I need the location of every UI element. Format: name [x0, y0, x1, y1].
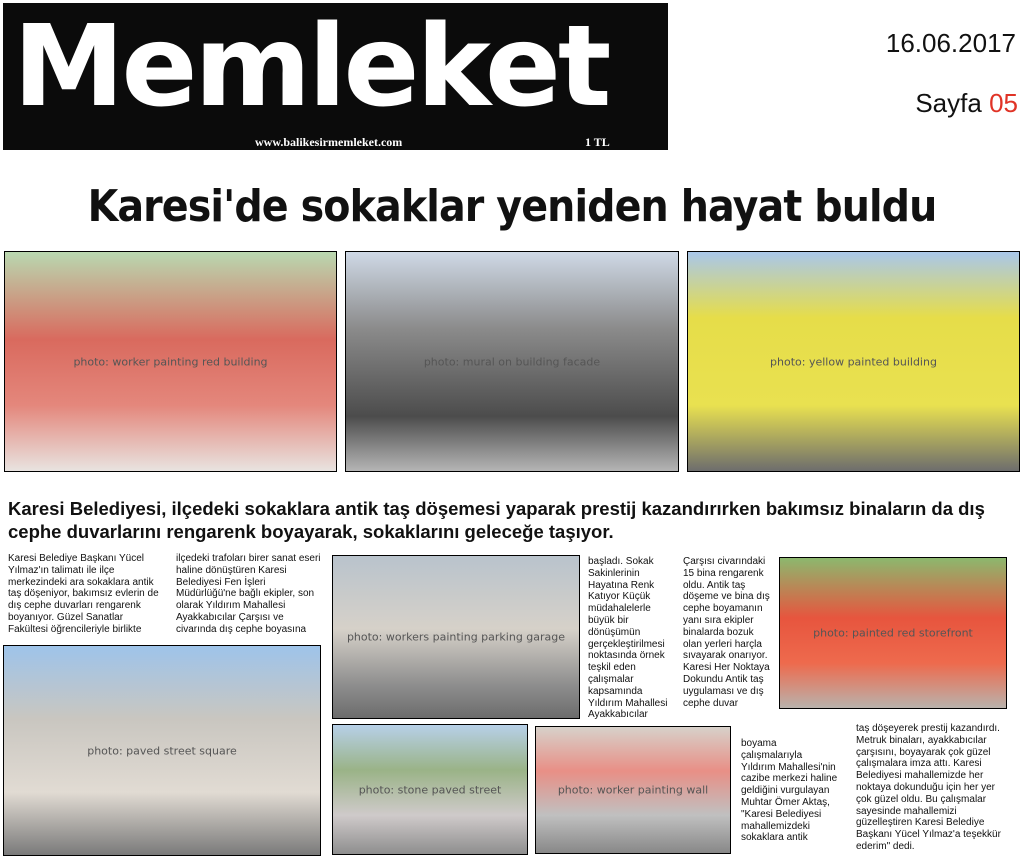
- page-number-value: 05: [989, 88, 1018, 118]
- photo-bottom-left: [3, 645, 321, 856]
- article-subheadline: Karesi Belediyesi, ilçedeki sokaklara antik taş döşemesi yaparak prestij kazandırırken bakımsız binaların da dış cephe duvarlarını rengarenk boyayarak, sokaklarını geleceğe taşıyor.: [8, 498, 985, 542]
- page-label: Sayfa: [915, 88, 982, 118]
- photo-mid-center: [332, 555, 580, 719]
- photo-caption: photo: stone paved street: [358, 783, 502, 796]
- photo-caption: photo: workers painting parking garage: [346, 630, 566, 644]
- newspaper-logo: Memleket: [13, 2, 609, 132]
- body-column-1: Karesi Belediye Başkanı Yücel Yılmaz'ın talimatı ile ilçe merkezindeki ara sokaklara antik taş döşeniyor, bakımsız evlerin de dış cephe duvarları rengarenk boyanıyor. Güzel Sanatlar Fakültesi öğrencileriyle birlikte: [8, 553, 159, 635]
- page-number: [915, 88, 1018, 119]
- masthead: [3, 3, 668, 150]
- photo-bottom-center-right: [535, 726, 731, 854]
- price-label: 1 TL: [585, 135, 610, 149]
- body-column-2: ilçedeki trafoları birer sanat eseri haline dönüştüren Karesi Belediyesi Fen İşleri Müdürlüğü'ne bağlı ekipler, son olarak Yıldırım Mahallesi Ayakkabıcılar Çarşısı ve civarında dış cephe boyasına: [176, 553, 321, 635]
- photo-caption: photo: worker painting red building: [73, 355, 268, 368]
- issue-date: 16.06.2017: [885, 28, 1016, 58]
- photo-caption: photo: mural on building facade: [423, 355, 601, 368]
- body-column-6: taş döşeyerek prestij kazandırdı. Metruk binaları, ayakkabıcılar çarşısını, boyayarak çok güzel çalışmalara imza attı. Karesi Belediyesi mahallemizde her noktaya dokunduğu için her yer çok güzel oldu. Bu çalışmalar sayesinde mahallemizi güzelleştiren Karesi Belediye Başkanı Yücel Yılmaz'a teşekkür ederim" dedi.: [856, 723, 1001, 852]
- body-column-4: Çarşısı civarındaki 15 bina rengarenk oldu. Antik taş döşeme ve bina dış cephe boyamanın yanı sıra ekipler binalarda bozuk olan yerleri harçla sıvayarak onarıyor. Karesi Her Noktaya Dokundu Antik taş uygulaması ve dış cephe duvar: [683, 556, 770, 709]
- website-url: www.balikesirmemleket.com: [255, 135, 403, 149]
- article-headline: Karesi'de sokaklar yeniden hayat buldu: [87, 181, 937, 232]
- photo-bottom-center-left: [332, 724, 528, 855]
- photo-caption: photo: yellow painted building: [770, 355, 937, 368]
- photo-top-center: [345, 251, 679, 472]
- photo-caption: photo: paved street square: [87, 744, 237, 757]
- photo-top-right: [687, 251, 1020, 472]
- photo-top-left: [4, 251, 337, 472]
- photo-caption: photo: worker painting wall: [557, 783, 709, 797]
- photo-mid-right: [779, 557, 1007, 709]
- body-column-3: başladı. Sokak Sakinlerinin Hayatına Renk Katıyor Küçük müdahalelerle büyük bir dönüşümün gerçekleştirilmesi noktasında örnek teşkil eden çalışmalar kapsamında Yıldırım Mahallesi Ayakkabıcılar: [588, 556, 668, 721]
- photo-caption: photo: painted red storefront: [813, 626, 973, 640]
- body-column-5: boyama çalışmalarıyla Yıldırım Mahallesi'nin cazibe merkezi haline geldiğini vurgulayan Muhtar Ömer Aktaş, "Karesi Belediyesi mahallemizdeki sokaklara antik: [741, 738, 838, 844]
